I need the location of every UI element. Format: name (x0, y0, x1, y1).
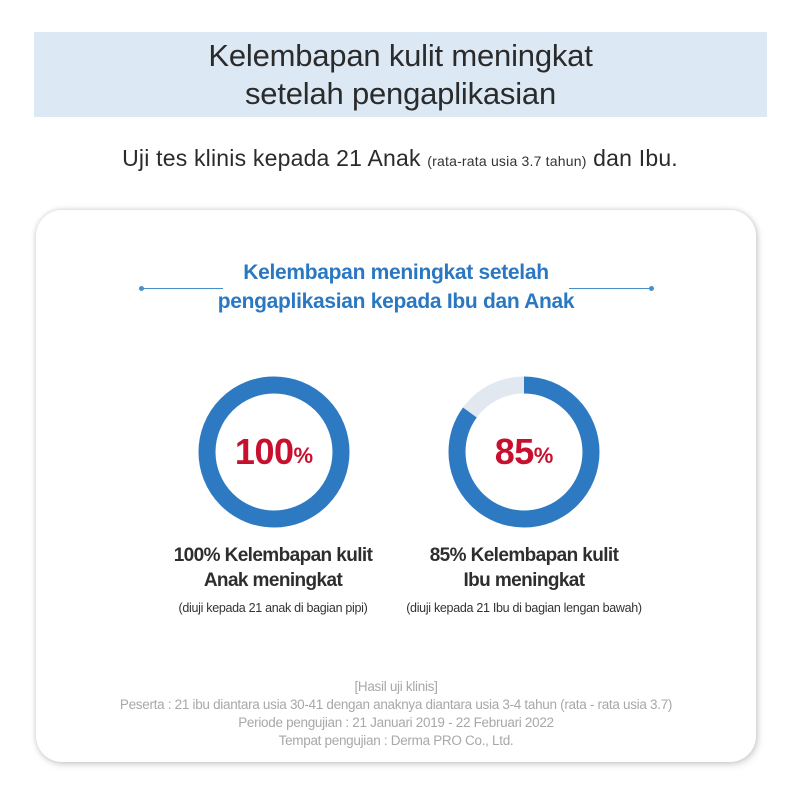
child-moisture-gauge (196, 374, 352, 530)
mother-moisture-gauge (446, 374, 602, 530)
test-subtitle (0, 145, 800, 172)
footnote-participants: Peserta : 21 ibu diantara usia 30-41 dengan anaknya diantara usia 3-4 tahun (rata - rata usia 3.7) (119, 697, 673, 712)
mother-caption-note: (diuji kepada 21 Ibu di bagian lengan bawah) (406, 601, 642, 615)
mother-gauge-number: 85 (494, 431, 534, 472)
child-gauge-unit: % (293, 443, 314, 468)
mother-gauge-value (446, 374, 602, 530)
subtitle-main: Uji tes klinis kepada 21 Anak (122, 145, 421, 171)
mother-gauge-unit: % (533, 443, 554, 468)
card-title-line2: pengaplikasian kepada Ibu dan Anak (217, 290, 575, 313)
mother-caption-line1: 85% Kelembapan kulit (429, 545, 619, 566)
child-gauge-number: 100 (234, 431, 294, 472)
mother-caption-line2: Ibu meningkat (463, 570, 585, 591)
clinical-test-footnote (36, 678, 756, 750)
footnote-location: Tempat pengujian : Derma PRO Co., Ltd. (278, 733, 514, 748)
header-title-line1: Kelembapan kulit meningkat (208, 37, 593, 73)
child-gauge-value (196, 374, 352, 530)
child-caption-line1: 100% Kelembapan kulit (173, 545, 373, 566)
subtitle-age-note: (rata-rata usia 3.7 tahun) (427, 153, 587, 169)
title-rule-right (569, 288, 651, 289)
header-banner (34, 32, 767, 117)
footnote-heading: [Hasil uji klinis] (354, 679, 438, 694)
results-card (36, 210, 756, 762)
child-caption-line2: Anak meningkat (203, 570, 343, 591)
card-title (36, 258, 756, 316)
title-dot-right (649, 286, 654, 291)
card-title-row (36, 258, 756, 318)
child-caption-note: (diuji kepada 21 anak di bagian pipi) (178, 601, 368, 615)
card-title-line1: Kelembapan meningkat setelah (243, 261, 549, 284)
subtitle-end: dan Ibu. (593, 145, 678, 171)
footnote-period: Periode pengujian : 21 Januari 2019 - 22 Februari 2022 (238, 715, 554, 730)
mother-result-caption (374, 543, 674, 615)
header-title-line2: setelah pengaplikasian (244, 75, 556, 111)
